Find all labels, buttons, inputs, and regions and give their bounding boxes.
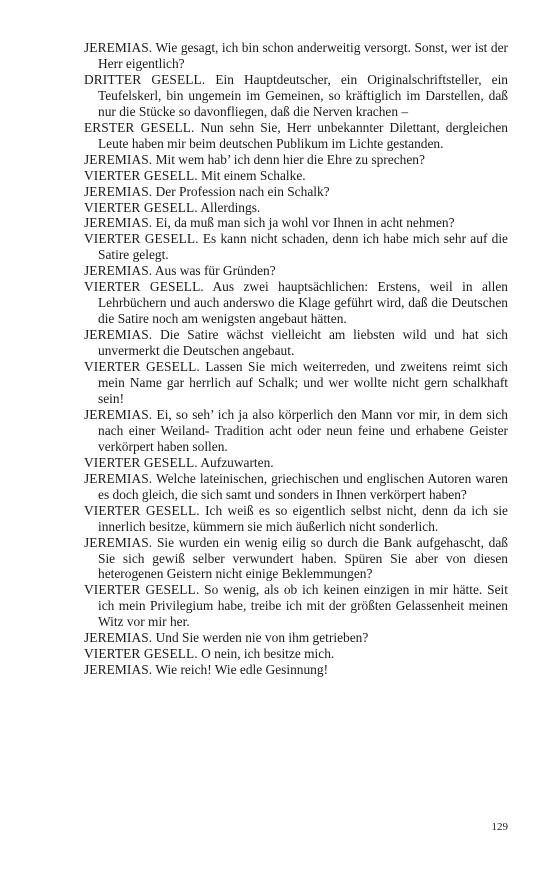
line-text: Es kann nicht schaden, denn ich habe mich sehr auf die Satire gelegt. (98, 231, 508, 263)
dialogue-line (84, 120, 508, 152)
dialogue-text (84, 40, 508, 678)
dialogue-line (84, 263, 508, 279)
line-text: Ei, da muß man sich ja wohl vor Ihnen in acht nehmen? (155, 215, 455, 231)
line-text: Ei, so seh’ ich ja also körperlich den Mann vor mir, in dem sich nach einer Weiland- Tradition acht oder neun feine und erhabene Geister verkörpert haben sollen. (98, 406, 508, 454)
line-text: Mit wem hab’ ich denn hier die Ehre zu sprechen? (155, 151, 425, 167)
line-text: Wie gesagt, ich bin schon anderweitig versorgt. Sonst, wer ist der Herr eigentlich? (98, 40, 509, 71)
line-text: Ich weiß es so eigentlich selbst nicht, denn da ich sie innerlich besitze, kümmern sie mich äußerlich nicht sonderlich. (98, 502, 508, 534)
line-text: Der Profession nach ein Schalk? (155, 183, 330, 199)
speaker-name: JEREMIAS. (84, 215, 153, 231)
dialogue-line (84, 168, 508, 184)
dialogue-line (84, 630, 508, 646)
dialogue-line (84, 407, 508, 455)
line-text: Die Satire wächst vielleicht am liebsten wild und hat sich unvermerkt die Deutschen angebaut. (98, 327, 508, 359)
dialogue-line (84, 359, 508, 407)
speaker-name: JEREMIAS. (84, 183, 153, 199)
line-text: Wie reich! Wie edle Gesinnung! (155, 662, 329, 678)
speaker-name: VIERTER GESELL. (84, 582, 200, 598)
dialogue-line (84, 152, 508, 168)
line-text: So wenig, als ob ich keinen einzigen in mir hätte. Seit ich mein Privilegium habe, treibe ich mit der größten Gelassenheit meinen Witz vor mir her. (98, 582, 508, 630)
line-text: Mit einem Schalke. (201, 167, 306, 183)
speaker-name: JEREMIAS. (84, 406, 153, 422)
speaker-name: JEREMIAS. (84, 151, 153, 167)
speaker-name: JEREMIAS. (84, 40, 153, 55)
speaker-name: JEREMIAS. (84, 470, 153, 486)
dialogue-line (84, 215, 508, 231)
speaker-name: VIERTER GESELL. (84, 231, 199, 247)
line-text: Welche lateinischen, griechischen und englischen Autoren waren es doch gleich, die sich samt und sonders in Ihnen verkörpert haben? (98, 470, 508, 502)
dialogue-line (84, 455, 508, 471)
line-text: Sie wurden ein wenig eilig so durch die Bank aufgehascht, daß Sie sich gewiß selber verwundert haben. Spüren Sie aber von diesen heterogenen Geistern nicht einige Beklemmungen? (98, 534, 508, 582)
speaker-name: JEREMIAS. (84, 534, 153, 550)
dialogue-line (84, 582, 508, 630)
speaker-name: DRITTER GESELL. (84, 71, 206, 87)
speaker-name: VIERTER GESELL. (84, 359, 200, 375)
line-text: Aus zwei hauptsächlichen: Erstens, weil in allen Lehrbüchern und auch anderswo die Klage geführt wird, daß die Deutschen die Satire noch am wenigsten angebaut hätten. (98, 279, 508, 327)
dialogue-line (84, 646, 508, 662)
dialogue-line (84, 184, 508, 200)
line-text: O nein, ich besitze mich. (201, 646, 335, 662)
speaker-name: VIERTER GESELL. (84, 167, 198, 183)
line-text: Aufzuwarten. (200, 454, 274, 470)
line-text: Lassen Sie mich weiterreden, und zweitens reimt sich mein Name gar herrlich auf Schalk; und wer wollte nicht gern schalkhaft sein! (98, 359, 508, 406)
page-number: 129 (491, 821, 508, 833)
dialogue-line (84, 662, 508, 678)
speaker-name: VIERTER GESELL. (84, 199, 198, 215)
dialogue-line (84, 327, 508, 359)
dialogue-line (84, 40, 508, 72)
line-text: Nun sehn Sie, Herr unbekannter Dilettant, dergleichen Leute haben mir beim deutschen Publikum im Lichte gestanden. (98, 119, 508, 151)
dialogue-line (84, 535, 508, 583)
dialogue-line (84, 279, 508, 327)
speaker-name: ERSTER GESELL. (84, 119, 195, 135)
dialogue-line (84, 72, 508, 120)
line-text: Und Sie werden nie von ihm getrieben? (155, 630, 369, 646)
speaker-name: JEREMIAS. (84, 327, 153, 343)
speaker-name: JEREMIAS. (84, 630, 153, 646)
line-text: Allerdings. (200, 199, 261, 215)
speaker-name: VIERTER GESELL. (84, 454, 198, 470)
dialogue-line (84, 200, 508, 216)
dialogue-line (84, 503, 508, 535)
speaker-name: VIERTER GESELL. (84, 502, 200, 518)
speaker-name: VIERTER GESELL. (84, 279, 204, 295)
dialogue-line (84, 471, 508, 503)
line-text: Ein Hauptdeutscher, ein Originalschriftsteller, ein Teufelskerl, bin ungemein im Gemeinen, so kräftiglich im Darstellen, daß nur die Stücke so davonfliegen, daß die Nerven krachen – (98, 71, 508, 119)
speaker-name: JEREMIAS. (84, 263, 153, 279)
speaker-name: JEREMIAS. (84, 662, 153, 678)
speaker-name: VIERTER GESELL. (84, 646, 198, 662)
dialogue-line (84, 231, 508, 263)
line-text: Aus was für Gründen? (154, 263, 276, 279)
